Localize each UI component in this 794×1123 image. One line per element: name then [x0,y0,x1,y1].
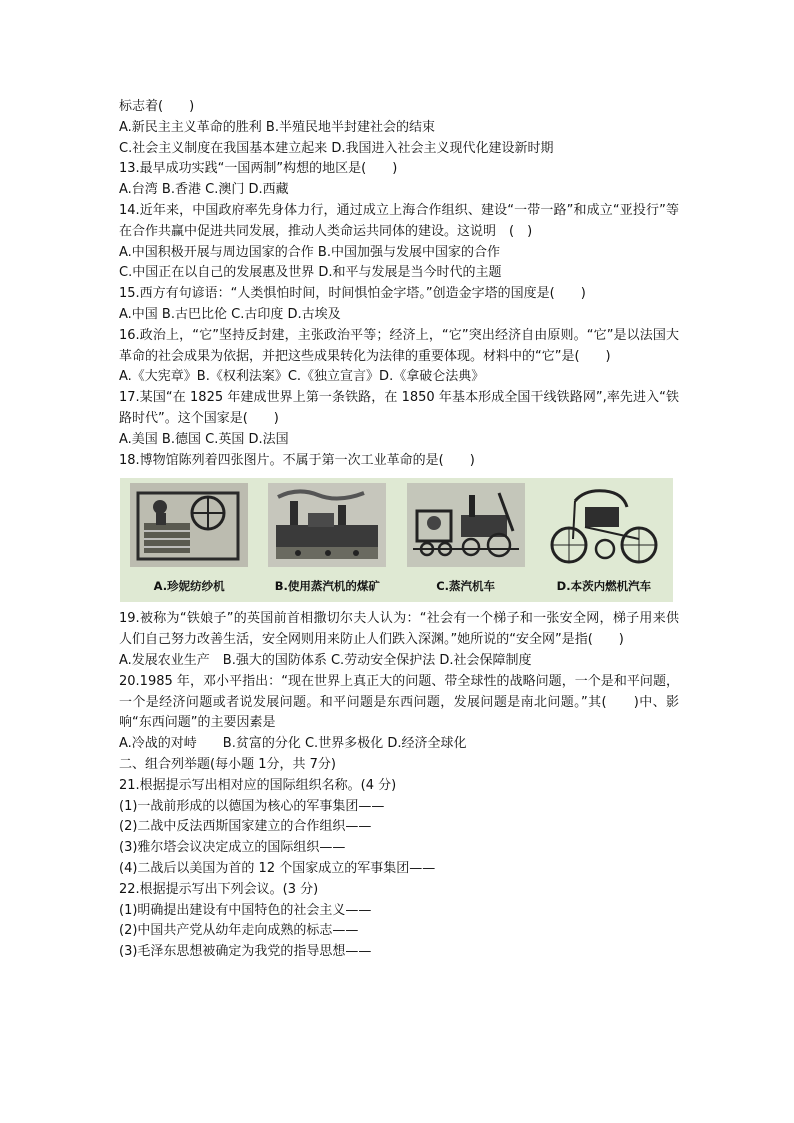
q14-options-cd: C.中国正在以自己的发展惠及世界 D.和平与发展是当今时代的主题 [119,265,502,281]
q12-stem-tail: 标志着( ) [119,99,195,114]
q21-item-3: (3)雅尔塔会议决定成立的国际组织—— [119,840,346,856]
figure-item-c [402,483,530,597]
q13-options: A.台湾 B.香港 C.澳门 D.西藏 [119,182,289,198]
figure-caption-b: B.使用蒸汽机的煤矿 [274,579,380,594]
figure-caption-d: D.本茨内燃机汽车 [556,579,652,594]
question-list [119,97,679,963]
figure-caption-c: C.蒸汽机车 [436,579,496,594]
industrial-revolution-figure [120,478,673,602]
q20-options: A.冷战的对峙 B.贫富的分化 C.世界多极化 D.经济全球化 [119,736,467,752]
q15-stem: 15.西方有句谚语：“人类惧怕时间，时间惧怕金字塔。”创造金字塔的国度是( ) [119,286,586,302]
q16-stem: 16.政治上，“它”坚持反封建，主张政治平等；经济上，“它”突出经济自由原则。“它”是以法国大革命的社会成果为依据，并把这些成果转化为法律的重要体现。材料中的“它”是( ) [119,327,679,364]
figure-item-d [540,483,668,597]
q22-item-2: (2)中国共产党从幼年走向成熟的标志—— [119,923,359,939]
q20-stem: 20.1985 年，邓小平指出：“现在世界上真正大的问题、带全球性的战略问题，一个是和平问题，一个是经济问题或者说发展问题。和平问题是东西问题，发展问题是南北问题。”其( )中、影响“东西问题”的主要因素是 [119,673,679,731]
section-two-heading: 二、组合列举题(每小题 1分，共 7分) [119,756,336,772]
q16-options: A.《大宪章》B.《权利法案》C.《独立宣言》D.《拿破仑法典》 [119,369,485,385]
spinning-jenny-illustration [130,483,248,567]
q14-options-ab: A.中国积极开展与周边国家的合作 B.中国加强与发展中国家的合作 [119,244,500,260]
q21-item-2: (2)二战中反法西斯国家建立的合作组织—— [119,819,372,835]
figure-item-a [125,483,253,597]
q13-stem: 13.最早成功实践“一国两制”构想的地区是( ) [119,161,398,177]
q14-stem: 14.近年来，中国政府率先身体力行，通过成立上海合作组织、建设“一带一路”和成立“亚投行”等在合作共赢中促进共同发展，推动人类命运共同体的建设。这说明 ( ) [119,202,679,239]
q17-stem: 17.某国“在 1825 年建成世界上第一条铁路，在 1850 年基本形成全国干线铁路网”,率先进入“铁路时代”。这个国家是( ) [119,390,679,426]
q21-item-1: (1)一战前形成的以德国为核心的军事集团—— [119,798,385,814]
coal-mine-illustration [268,483,386,567]
q22-item-1: (1)明确提出建设有中国特色的社会主义—— [119,902,372,918]
benz-motor-car-illustration [545,483,663,567]
q18-stem: 18.博物馆陈列着四张图片。不属于第一次工业革命的是( ) [119,452,475,468]
figure-caption-a: A.珍妮纺纱机 [153,579,225,594]
q22-item-3: (3)毛泽东思想被确定为我党的指导思想—— [119,944,372,960]
q21-item-4: (4)二战后以美国为首的 12 个国家成立的军事集团—— [119,860,436,876]
q17-options: A.美国 B.德国 C.英国 D.法国 [119,431,289,447]
q19-stem: 19.被称为“铁娘子”的英国前首相撒切尔夫人认为：“社会有一个梯子和一张安全网，梯子用来供人们自己努力改善生活，安全网则用来防止人们跌入深渊。”她所说的“安全网”是指( ) [119,611,679,648]
figure-item-b [263,483,391,597]
q19-options: A.发展农业生产 B.强大的国防体系 C.劳动安全保护法 D.社会保障制度 [119,652,532,668]
q12-options-ab: A.新民主主义革命的胜利 B.半殖民地半封建社会的结束 [119,119,435,135]
steam-locomotive-illustration [407,483,525,567]
q12-options-cd: C.社会主义制度在我国基本建立起来 D.我国进入社会主义现代化建设新时期 [119,140,554,156]
q21-stem: 21.根据提示写出相对应的国际组织名称。(4 分) [119,777,397,793]
q22-stem: 22.根据提示写出下列会议。(3 分) [119,881,319,897]
q15-options: A.中国 B.古巴比伦 C.古印度 D.古埃及 [119,306,341,322]
